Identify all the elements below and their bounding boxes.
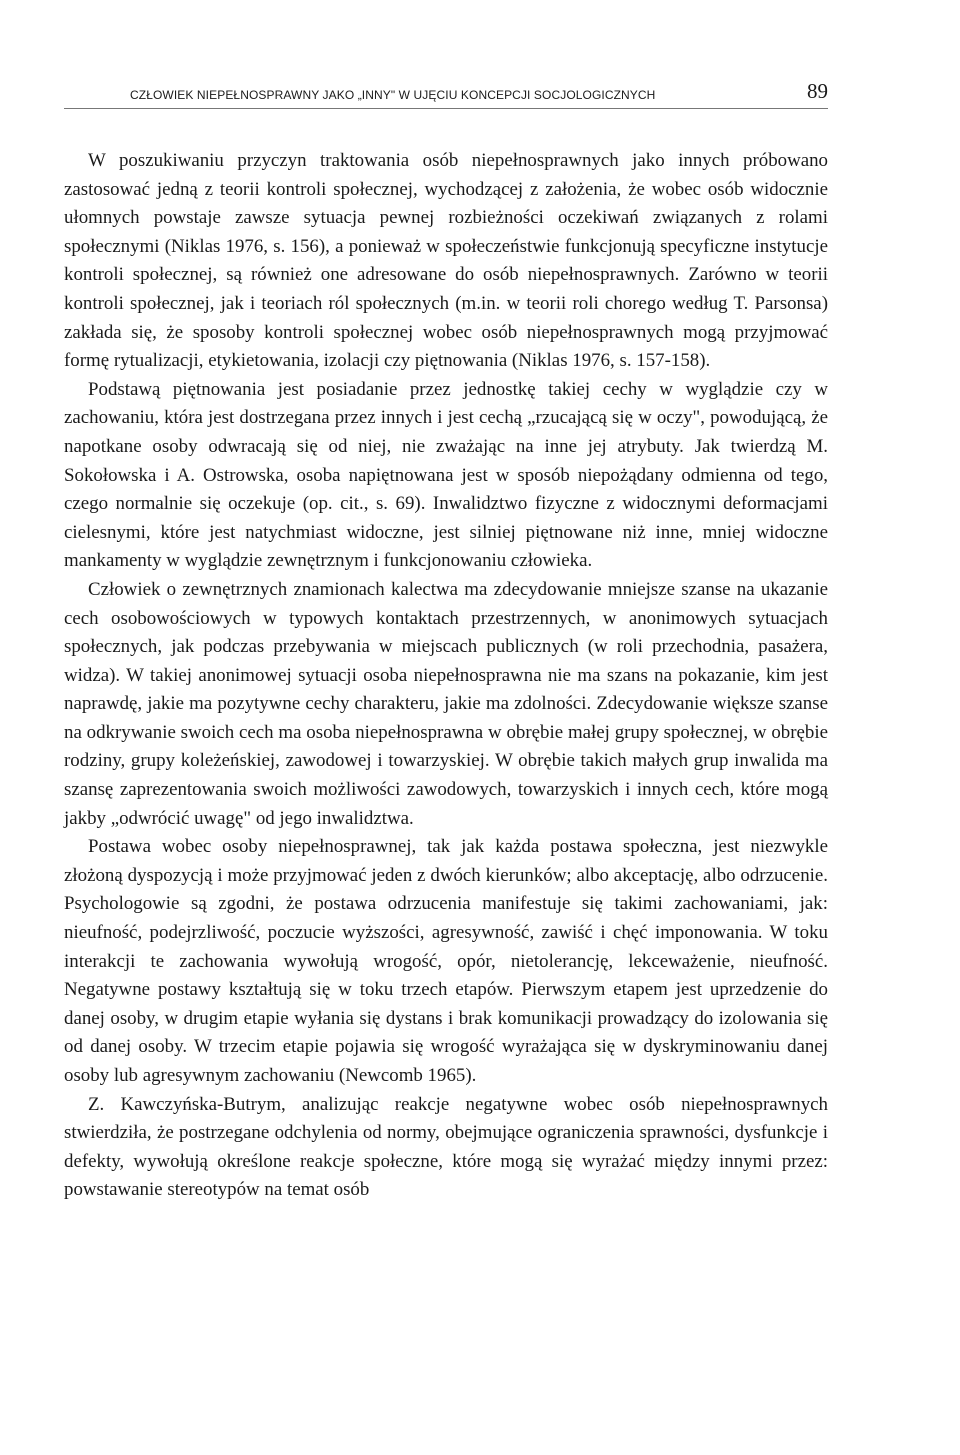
body-text xyxy=(64,147,828,1205)
paragraph: Człowiek o zewnętrznych znamionach kalectwa ma zdecydowanie mniejsze szanse na ukazanie cech osobowościowych w typowych kontaktach przestrzennych, w anonimowych sytuacjach społecznych, jak podczas przebywania w miejscach publicznych (w roli przechodnia, pasażera, widza). W takiej anonimowej sytuacji osoba niepełnosprawna nie ma szans na pokazanie, kim jest naprawdę, jakie ma pozytywne cechy charakteru, jakie ma zdolności. Zdecydowanie większe szanse na odkrywanie swoich cech ma osoba niepełnosprawna w obrębie małej grupy społecznej, w obrębie rodziny, grupy koleżeńskiej, zawodowej i towarzyskiej. W obrębie takich małych grup inwalida ma szansę zaprezentowania swoich możliwości zawodowych, towarzyskich i innych cech, które mogą jakby „odwrócić uwagę" od jego inwalidztwa. xyxy=(64,578,828,829)
paragraph: Z. Kawczyńska-Butrym, analizując reakcje negatywne wobec osób niepełnosprawnych stwierdziła, że postrzegane odchylenia od normy, obejmujące ograniczenia sprawności, dysfunkcje i defekty, wywołują określone reakcje społeczne, które mogą się wyrażać między innymi przez: powstawanie stereotypów na temat osób xyxy=(64,1093,828,1201)
paragraph: Podstawą piętnowania jest posiadanie przez jednostkę takiej cechy w wyglądzie czy w zachowaniu, która jest dostrzegana przez innych i jest cechą „rzucającą się w oczy", powodującą, że napotkane osoby odwracają się od niej, nie zważając na inne jej atrybuty. Jak twierdzą M. Sokołowska i A. Ostrowska, osoba napiętnowana jest w sposób niepożądany odmienna od tego, czego normalnie się oczekuje (op. cit., s. 69). Inwalidztwo fizyczne z widocznymi deformacjami cielesnymi, które jest natychmiast widoczne, jest silniej piętnowane niż inne, mniej widoczne mankamenty w wyglądzie zewnętrznym i funkcjonowaniu człowieka. xyxy=(64,378,828,572)
running-title: CZŁOWIEK NIEPEŁNOSPRAWNY JAKO „INNY" W UJĘCIU KONCEPCJI SOCJOLOGICZNYCH xyxy=(130,88,656,102)
page-number: 89 xyxy=(807,79,828,103)
paragraph: Postawa wobec osoby niepełnosprawnej, tak jak każda postawa społeczna, jest niezwykle złożoną dyspozycją i może przyjmować jeden z dwóch kierunków; albo akceptację, albo odrzucenie. Psychologowie są zgodni, że postawa odrzucenia manifestuje się takimi zachowaniami, jak: nieufność, podejrzliwość, poczucie wyższości, agresywność, zawiść i chęć imponowania. W toku interakcji te zachowania wywołują wrogość, opór, nietolerancję, lekceważenie, nieufność. Negatywne postawy kształtują się w toku trzech etapów. Pierwszym etapem jest uprzedzenie do danej osoby, w drugim etapie wyłania się dystans i brak komunikacji prowadzący do izolowania się od danej osoby. W trzecim etapie pojawia się wrogość wyrażająca się w dyskryminowaniu danej osoby lub agresywnym zachowaniu (Newcomb 1965). xyxy=(64,836,828,1086)
paragraph: W poszukiwaniu przyczyn traktowania osób niepełnosprawnych jako innych próbowano zastosować jedną z teorii kontroli społecznej, wychodzącej z założenia, że wobec osób widocznie ułomnych powstaje zawsze sytuacja pewnej rozbieżności oczekiwań związanych z rolami społecznymi (Niklas 1976, s. 156), a ponieważ w społeczeństwie funkcjonują specyficzne instytucje kontroli społecznej, są również one adresowane do osób niepełnosprawnych. Zarówno w teorii kontroli społecznej, jak i teoriach ról społecznych (m.in. w teorii roli chorego według T. Parsonsa) zakłada się, że sposoby kontroli społecznej wobec osób niepełnosprawnych mogą przyjmować formę rytualizacji, etykietowania, izolacji czy piętnowania (Niklas 1976, s. 157-158). xyxy=(64,150,828,372)
running-header xyxy=(64,80,828,109)
book-page xyxy=(64,80,828,1205)
